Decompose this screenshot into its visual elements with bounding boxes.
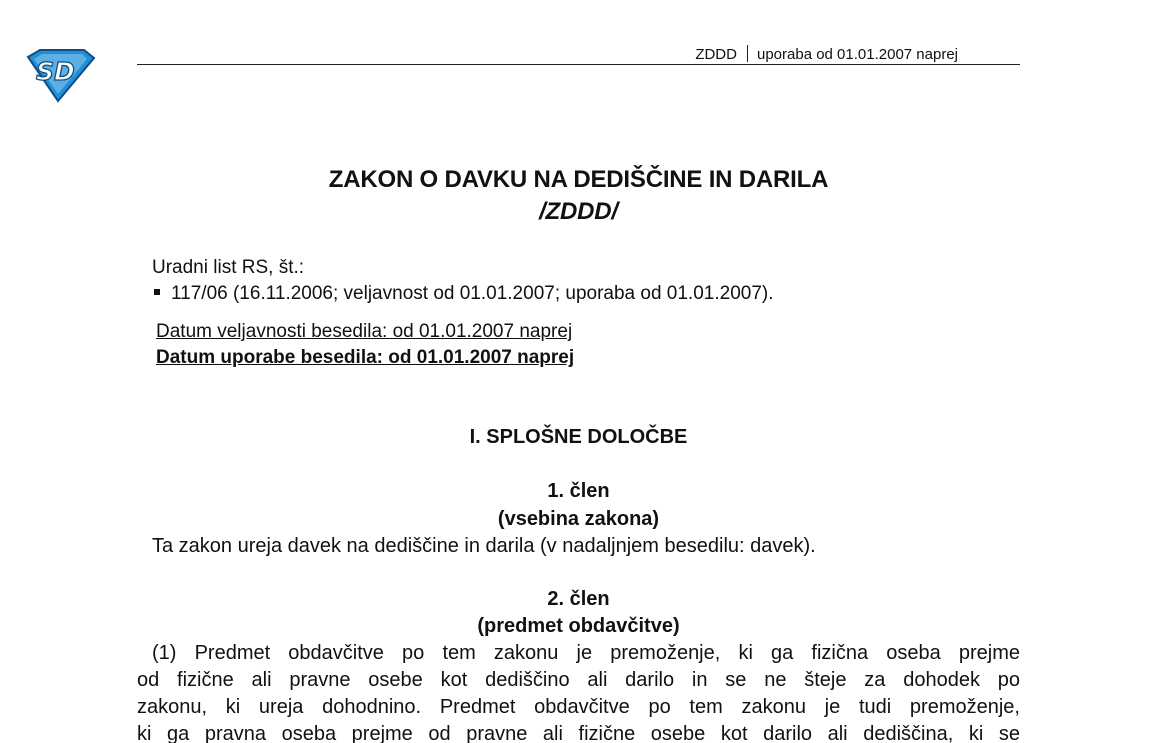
bullet-icon [154, 289, 160, 295]
article-2-number: 2. člen [547, 588, 610, 610]
sd-shield-logo-icon [24, 47, 96, 103]
law-title: ZAKON O DAVKU NA DEDIŠČINE IN DARILA [328, 166, 829, 193]
article-1-text: Ta zakon ureja davek na dediščine in darila (v nadaljnjem besedilu: davek). [152, 535, 816, 557]
article-1-number: 1. člen [547, 480, 610, 502]
article-2-paragraph-line: zakonu, ki ureja dohodnino. Predmet obdavčitve po tem zakonu je tudi premoženje, [137, 696, 1020, 718]
gazette-item-text: 117/06 (16.11.2006; veljavnost od 01.01.2007; uporaba od 01.01.2007). [171, 283, 774, 304]
article-1-title: (vsebina zakona) [497, 508, 660, 530]
svg-text:SD: SD [36, 57, 75, 86]
law-abbreviation: /ZDDD/ [539, 198, 618, 225]
header-code: ZDDD [695, 46, 737, 63]
article-2-title: (predmet obdavčitve) [477, 615, 680, 637]
usage-date: Datum uporabe besedila: od 01.01.2007 naprej [156, 347, 575, 368]
validity-date: Datum veljavnosti besedila: od 01.01.2007 naprej [156, 321, 573, 342]
article-2-paragraph-line: ki ga pravna oseba prejme od pravne ali fizične osebe kot darilo ali dediščina, ki se [137, 723, 1020, 743]
gazette-label: Uradni list RS, št.: [152, 257, 305, 278]
article-2-paragraph-line: od fizične ali pravne osebe kot dediščino ali darilo in se ne šteje za dohodek po [137, 669, 1020, 691]
header-usage: uporaba od 01.01.2007 naprej [756, 46, 958, 63]
running-header [695, 45, 958, 64]
header-rule [137, 64, 1020, 65]
article-2-paragraph-line: (1) Predmet obdavčitve po tem zakonu je premoženje, ki ga fizična oseba prejme [152, 642, 1020, 664]
header-separator [747, 45, 748, 62]
chapter-heading: I. SPLOŠNE DOLOČBE [469, 426, 688, 448]
gazette-list-item [152, 282, 774, 306]
